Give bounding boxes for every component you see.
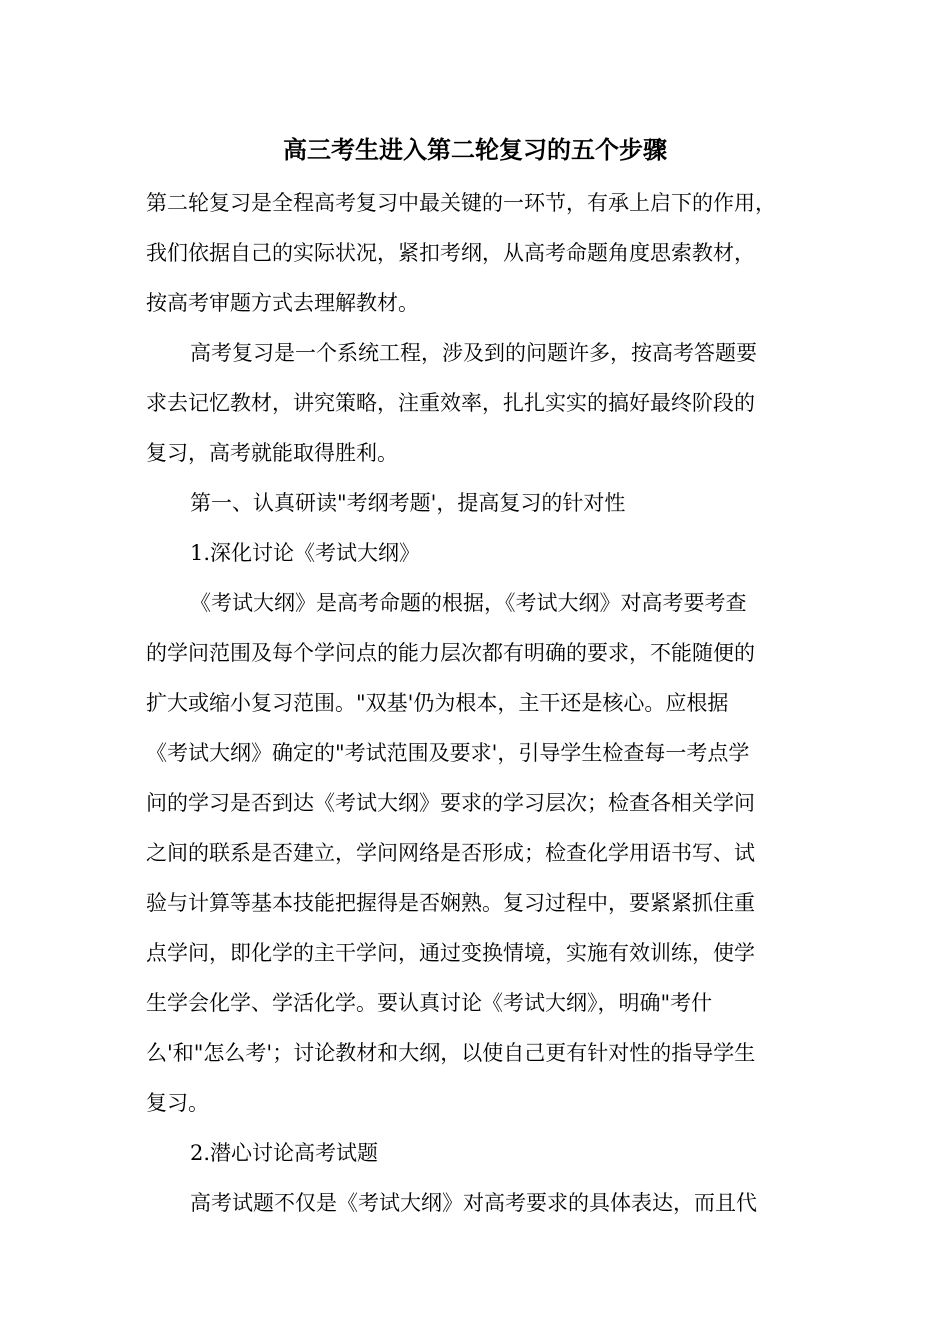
text-line: 按高考审题方式去理解教材。 xyxy=(146,291,419,315)
text-line: 第一、认真研读"考纲考题'，提高复习的针对性 xyxy=(190,491,626,515)
text-line: 问的学习是否到达《考试大纲》要求的学习层次；检查各相关学问 xyxy=(146,791,755,815)
text-line: 高考试题不仅是《考试大纲》对高考要求的具体表达，而且代 xyxy=(190,1191,757,1215)
text-line: 之间的联系是否建立，学问网络是否形成；检查化学用语书写、试 xyxy=(146,841,755,865)
document-body xyxy=(146,178,812,1228)
text-line: 2.潜心讨论高考试题 xyxy=(190,1141,379,1165)
document-title: 高三考生进入第二轮复习的五个步骤 xyxy=(283,135,667,164)
text-line: 《考试大纲》是高考命题的根据，《考试大纲》对高考要考查 xyxy=(190,591,747,615)
text-line: 生学会化学、学活化学。要认真讨论《考试大纲》，明确"考什 xyxy=(146,991,713,1015)
text-line: 复习。 xyxy=(146,1091,209,1115)
text-line: 点学问，即化学的主干学问，通过变换情境，实施有效训练，使学 xyxy=(146,941,755,965)
text-line: 扩大或缩小复习范围。"双基'仍为根本，主干还是核心。应根据 xyxy=(146,691,729,715)
text-line: 求去记忆教材，讲究策略，注重效率，扎扎实实的搞好最终阶段的 xyxy=(146,391,755,415)
text-line: 么'和"怎么考'；讨论教材和大纲，以使自己更有针对性的指导学生 xyxy=(146,1041,756,1065)
text-line: 1.深化讨论《考试大纲》 xyxy=(190,541,421,565)
text-line: 第二轮复习是全程高考复习中最关键的一环节，有承上启下的作用， xyxy=(146,191,776,215)
text-line: 《考试大纲》确定的"考试范围及要求'，引导学生检查每一考点学 xyxy=(146,741,750,765)
text-line: 验与计算等基本技能把握得是否娴熟。复习过程中，要紧紧抓住重 xyxy=(146,891,755,915)
text-line: 复习，高考就能取得胜利。 xyxy=(146,441,398,465)
text-line: 的学问范围及每个学问点的能力层次都有明确的要求，不能随便的 xyxy=(146,641,755,665)
text-line: 高考复习是一个系统工程，涉及到的问题许多，按高考答题要 xyxy=(190,341,757,365)
text-line: 我们依据自己的实际状况，紧扣考纲，从高考命题角度思索教材， xyxy=(146,241,755,265)
